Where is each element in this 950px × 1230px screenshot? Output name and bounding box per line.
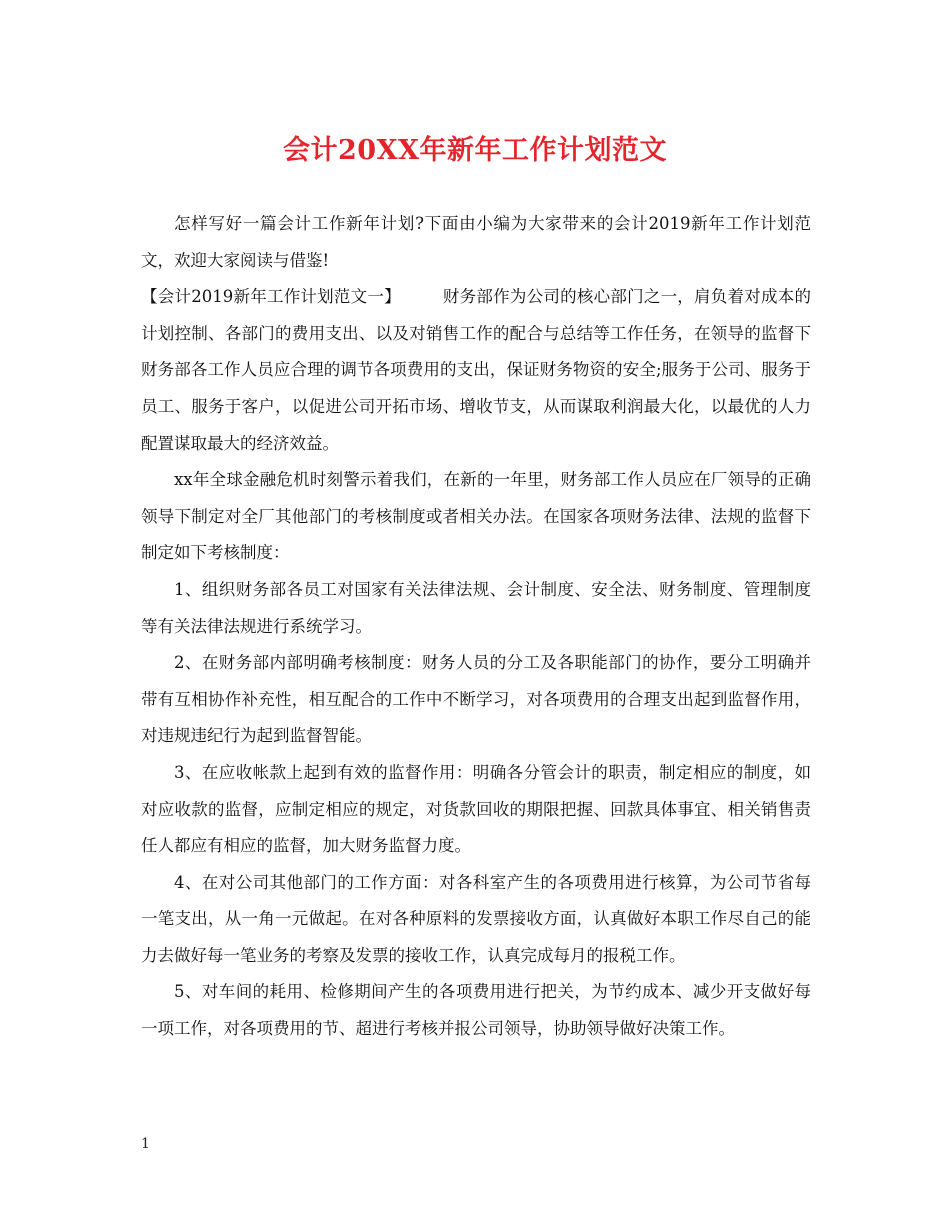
section-label: 【会计2019新年工作计划范文一】 [141,287,401,307]
page-number: 1 [141,1136,150,1152]
paragraph-global-crisis: xx年全球金融危机时刻警示着我们，在新的一年里，财务部工作人员应在厂领导的正确领导下制定对全厂其他部门的考核制度或者相关办法。在国家各项财务法律、法规的监督下制定如下考核制度： [141,470,811,563]
document-body [141,206,811,1048]
paragraph-item-5: 5、对车间的耗用、检修期间产生的各项费用进行把关，为节约成本、减少开支做好每一项工作，对各项费用的节、超进行考核并报公司领导，协助领导做好决策工作。 [141,982,811,1039]
paragraph-item-4: 4、在对公司其他部门的工作方面：对各科室产生的各项费用进行核算，为公司节省每一笔支出，从一角一元做起。在对各种原料的发票接收方面，认真做好本职工作尽自己的能力去做好每一笔业务的考察及发票的接收工作，认真完成每月的报税工作。 [141,872,811,965]
intro-paragraph: 怎样写好一篇会计工作新年计划?下面由小编为大家带来的会计2019新年工作计划范文，欢迎大家阅读与借鉴! [141,214,811,270]
document-title: 会计20XX年新年工作计划范文 [283,135,667,166]
paragraph-item-3: 3、在应收帐款上起到有效的监督作用：明确各分管会计的职责，制定相应的制度，如对应收款的监督，应制定相应的规定，对货款回收的期限把握、回款具体事宜、相关销售责任人都应有相应的监督，加大财务监督力度。 [141,762,811,856]
paragraph-item-2: 2、在财务部内部明确考核制度：财务人员的分工及各职能部门的协作，要分工明确并带有互相协作补充性，相互配合的工作中不断学习，对各项费用的合理支出起到监督作用，对违规违纪行为起到监督智能。 [141,653,811,746]
section-text: 财务部作为公司的核心部门之一，肩负着对成本的计划控制、各部门的费用支出、以及对销售工作的配合与总结等工作任务，在领导的监督下财务部各工作人员应合理的调节各项费用的支出，保证财务物资的安全;服务于公司、服务于员工、服务于客户，以促进公司开拓市场、增收节支，从而谋取利润最大化，以最优的人力配置谋取最大的经济效益。 [141,287,812,453]
section-paragraph [141,279,811,462]
paragraph-item-1: 1、组织财务部各员工对国家有关法律法规、会计制度、安全法、财务制度、管理制度等有关法律法规进行系统学习。 [141,579,811,636]
